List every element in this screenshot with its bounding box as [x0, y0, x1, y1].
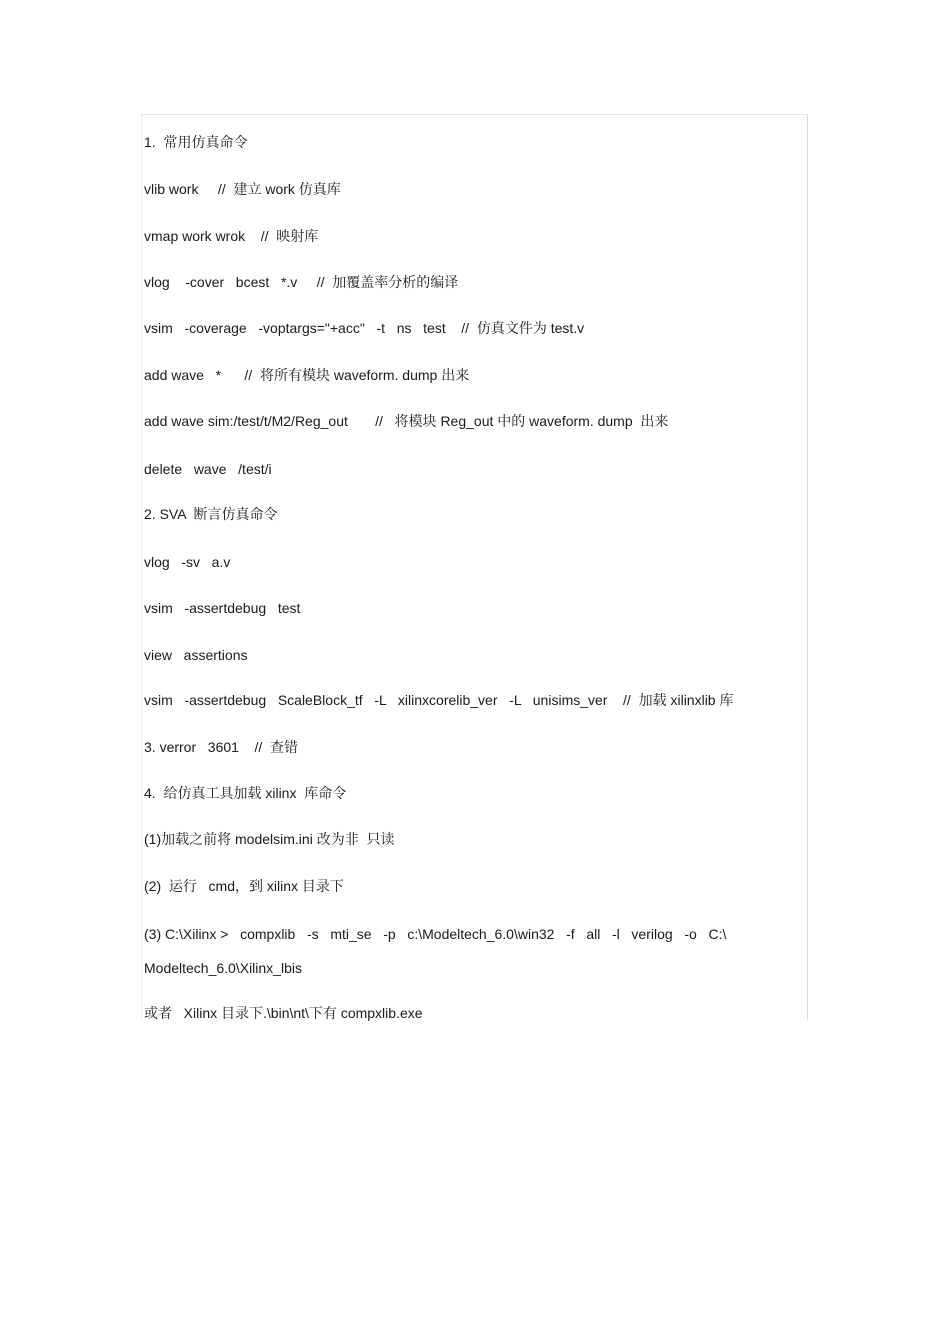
heading-load-xilinx-libs: 4. 给仿真工具加载 xilinx 库命令 — [144, 785, 347, 801]
cmd-add-wave-reg-out: add wave sim:/test/t/M2/Reg_out // 将模块 Reg_out 中的 waveform. dump 出来 — [144, 413, 669, 429]
step-modelsim-ini: (1)加载之前将 modelsim.ini 改为非 只读 — [144, 831, 395, 847]
step-compxlib-continued: Modeltech_6.0\Xilinx_lbis — [144, 960, 302, 976]
cmd-vsim-scaleblock: vsim -assertdebug ScaleBlock_tf -L xilinxcorelib_ver -L unisims_ver // 加载 xilinxlib 库 — [144, 692, 734, 708]
cmd-vlog-cover: vlog -cover bcest *.v // 加覆盖率分析的编译 — [144, 274, 459, 290]
note-compxlib-exe: 或者 Xilinx 目录下.\bin\nt\下有 compxlib.exe — [144, 1005, 423, 1021]
cmd-vsim-coverage: vsim -coverage -voptargs="+acc" -t ns test // 仿真文件为 test.v — [144, 320, 585, 336]
heading-sva-commands: 2. SVA 断言仿真命令 — [144, 506, 278, 522]
cmd-add-wave-all: add wave * // 将所有模块 waveform. dump 出来 — [144, 367, 470, 383]
cmd-vlog-sv: vlog -sv a.v — [144, 554, 231, 570]
cmd-view-assertions: view assertions — [144, 647, 248, 663]
cmd-delete-wave: delete wave /test/i — [144, 461, 272, 477]
step-compxlib: (3) C:\Xilinx > compxlib -s mti_se -p c:\Modeltech_6.0\win32 -f all -l verilog -o C:\ — [144, 926, 727, 942]
cmd-vlib-work: vlib work // 建立 work 仿真库 — [144, 181, 341, 197]
cmd-vsim-assertdebug: vsim -assertdebug test — [144, 600, 301, 616]
cmd-vmap-work: vmap work wrok // 映射库 — [144, 228, 319, 244]
heading-common-sim-commands: 1. 常用仿真命令 — [144, 134, 248, 150]
step-run-cmd: (2) 运行 cmd，到 xilinx 目录下 — [144, 878, 344, 894]
cmd-verror: 3. verror 3601 // 查错 — [144, 739, 299, 755]
